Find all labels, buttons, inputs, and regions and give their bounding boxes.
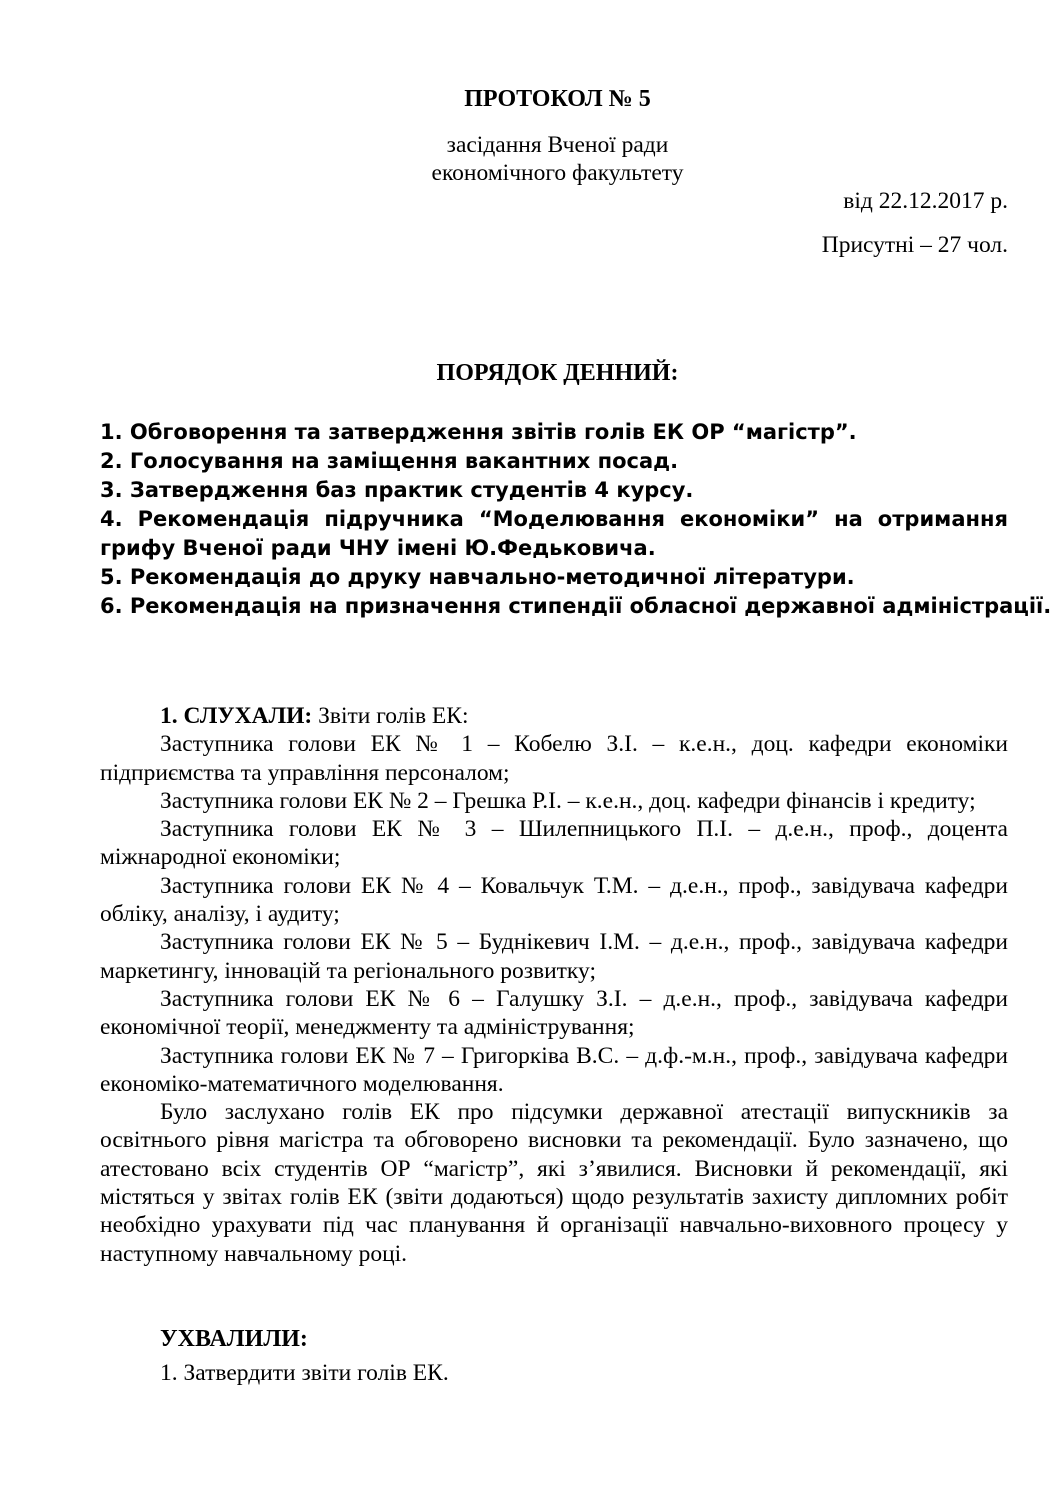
agenda-item: 4. Рекомендація підручника “Моделювання економіки” на отримання грифу Вченої ради ЧНУ імені Ю.Федьковича. [100, 507, 1008, 560]
section-heard [100, 702, 1008, 1268]
meeting-date: від 22.12.2017 р. [843, 188, 1008, 214]
agenda-item: 6. Рекомендація на призначення стипендії обласної державної адміністрації. [100, 594, 1052, 618]
agenda-list [100, 418, 1052, 621]
faculty-subtitle: економічного факультету [431, 160, 684, 186]
report-item: Заступника голови ЕК № 5 – Буднікевич І.М. – д.е.н., проф., завідувача кафедри маркетингу, інновацій та регіонального розвитку; [100, 929, 1008, 984]
agenda-title: ПОРЯДОК ДЕННИЙ: [436, 360, 679, 386]
report-item: Заступника голови ЕК № 6 – Галушку З.І. – д.е.н., проф., завідувача кафедри економічної теорії, менеджменту та адміністрування; [100, 985, 1008, 1041]
report-item: Заступника голови ЕК № 1 – Кобелю З.І. – к.е.н., доц. кафедри економіки підприємства та управління персоналом; [100, 731, 1008, 786]
report-item: Заступника голови ЕК № 7 – Григорківа В.С. – д.ф.-м.н., проф., завідувача кафедри економіко-математичного моделювання. [100, 1042, 1008, 1097]
heard-label: 1. СЛУХАЛИ: [160, 703, 313, 729]
resolution-item: 1. Затвердити звіти голів ЕК. [160, 1360, 449, 1386]
protocol-title: ПРОТОКОЛ № 5 [464, 86, 651, 112]
agenda-item: 3. Затвердження баз практик студентів 4 курсу. [100, 478, 694, 502]
agenda-item: 2. Голосування на заміщення вакантних посад. [100, 449, 679, 473]
attendance-count: Присутні – 27 чол. [821, 232, 1008, 258]
resolved-heading: УХВАЛИЛИ: [160, 1326, 308, 1352]
heard-text: Звіти голів ЕК: [312, 703, 469, 729]
agenda-item: 1. Обговорення та затвердження звітів голів ЕК ОР “магістр”. [100, 420, 857, 444]
summary-paragraph: Було заслухано голів ЕК про підсумки державної атестації випускників за освітнього рівня магістра та обговорено висновки та рекомендації. Було зазначено, що атестовано всіх студентів ОР “магістр”, які з’явилися. Висновки й рекомендації, які містяться у звітах голів ЕК (звіти додаються) щодо результатів захисту дипломних робіт необхідно урахувати під час планування й організації навчально-виховного процесу у наступному навчальному році. [100, 1099, 1008, 1267]
agenda-item: 5. Рекомендація до друку навчально-методичної літератури. [100, 565, 855, 589]
report-item: Заступника голови ЕК № 2 – Грешка Р.І. – к.е.н., доц. кафедри фінансів і кредиту; [160, 787, 976, 814]
report-item: Заступника голови ЕК № 4 – Ковальчук Т.М. – д.е.н., проф., завідувача кафедри обліку, аналізу, і аудиту; [100, 872, 1008, 928]
meeting-subtitle: засідання Вченої ради [446, 132, 669, 158]
heard-heading [100, 702, 1008, 730]
report-item: Заступника голови ЕК № 3 – Шилепницького П.І. – д.е.н., проф., доцента міжнародної економіки; [100, 816, 1008, 871]
